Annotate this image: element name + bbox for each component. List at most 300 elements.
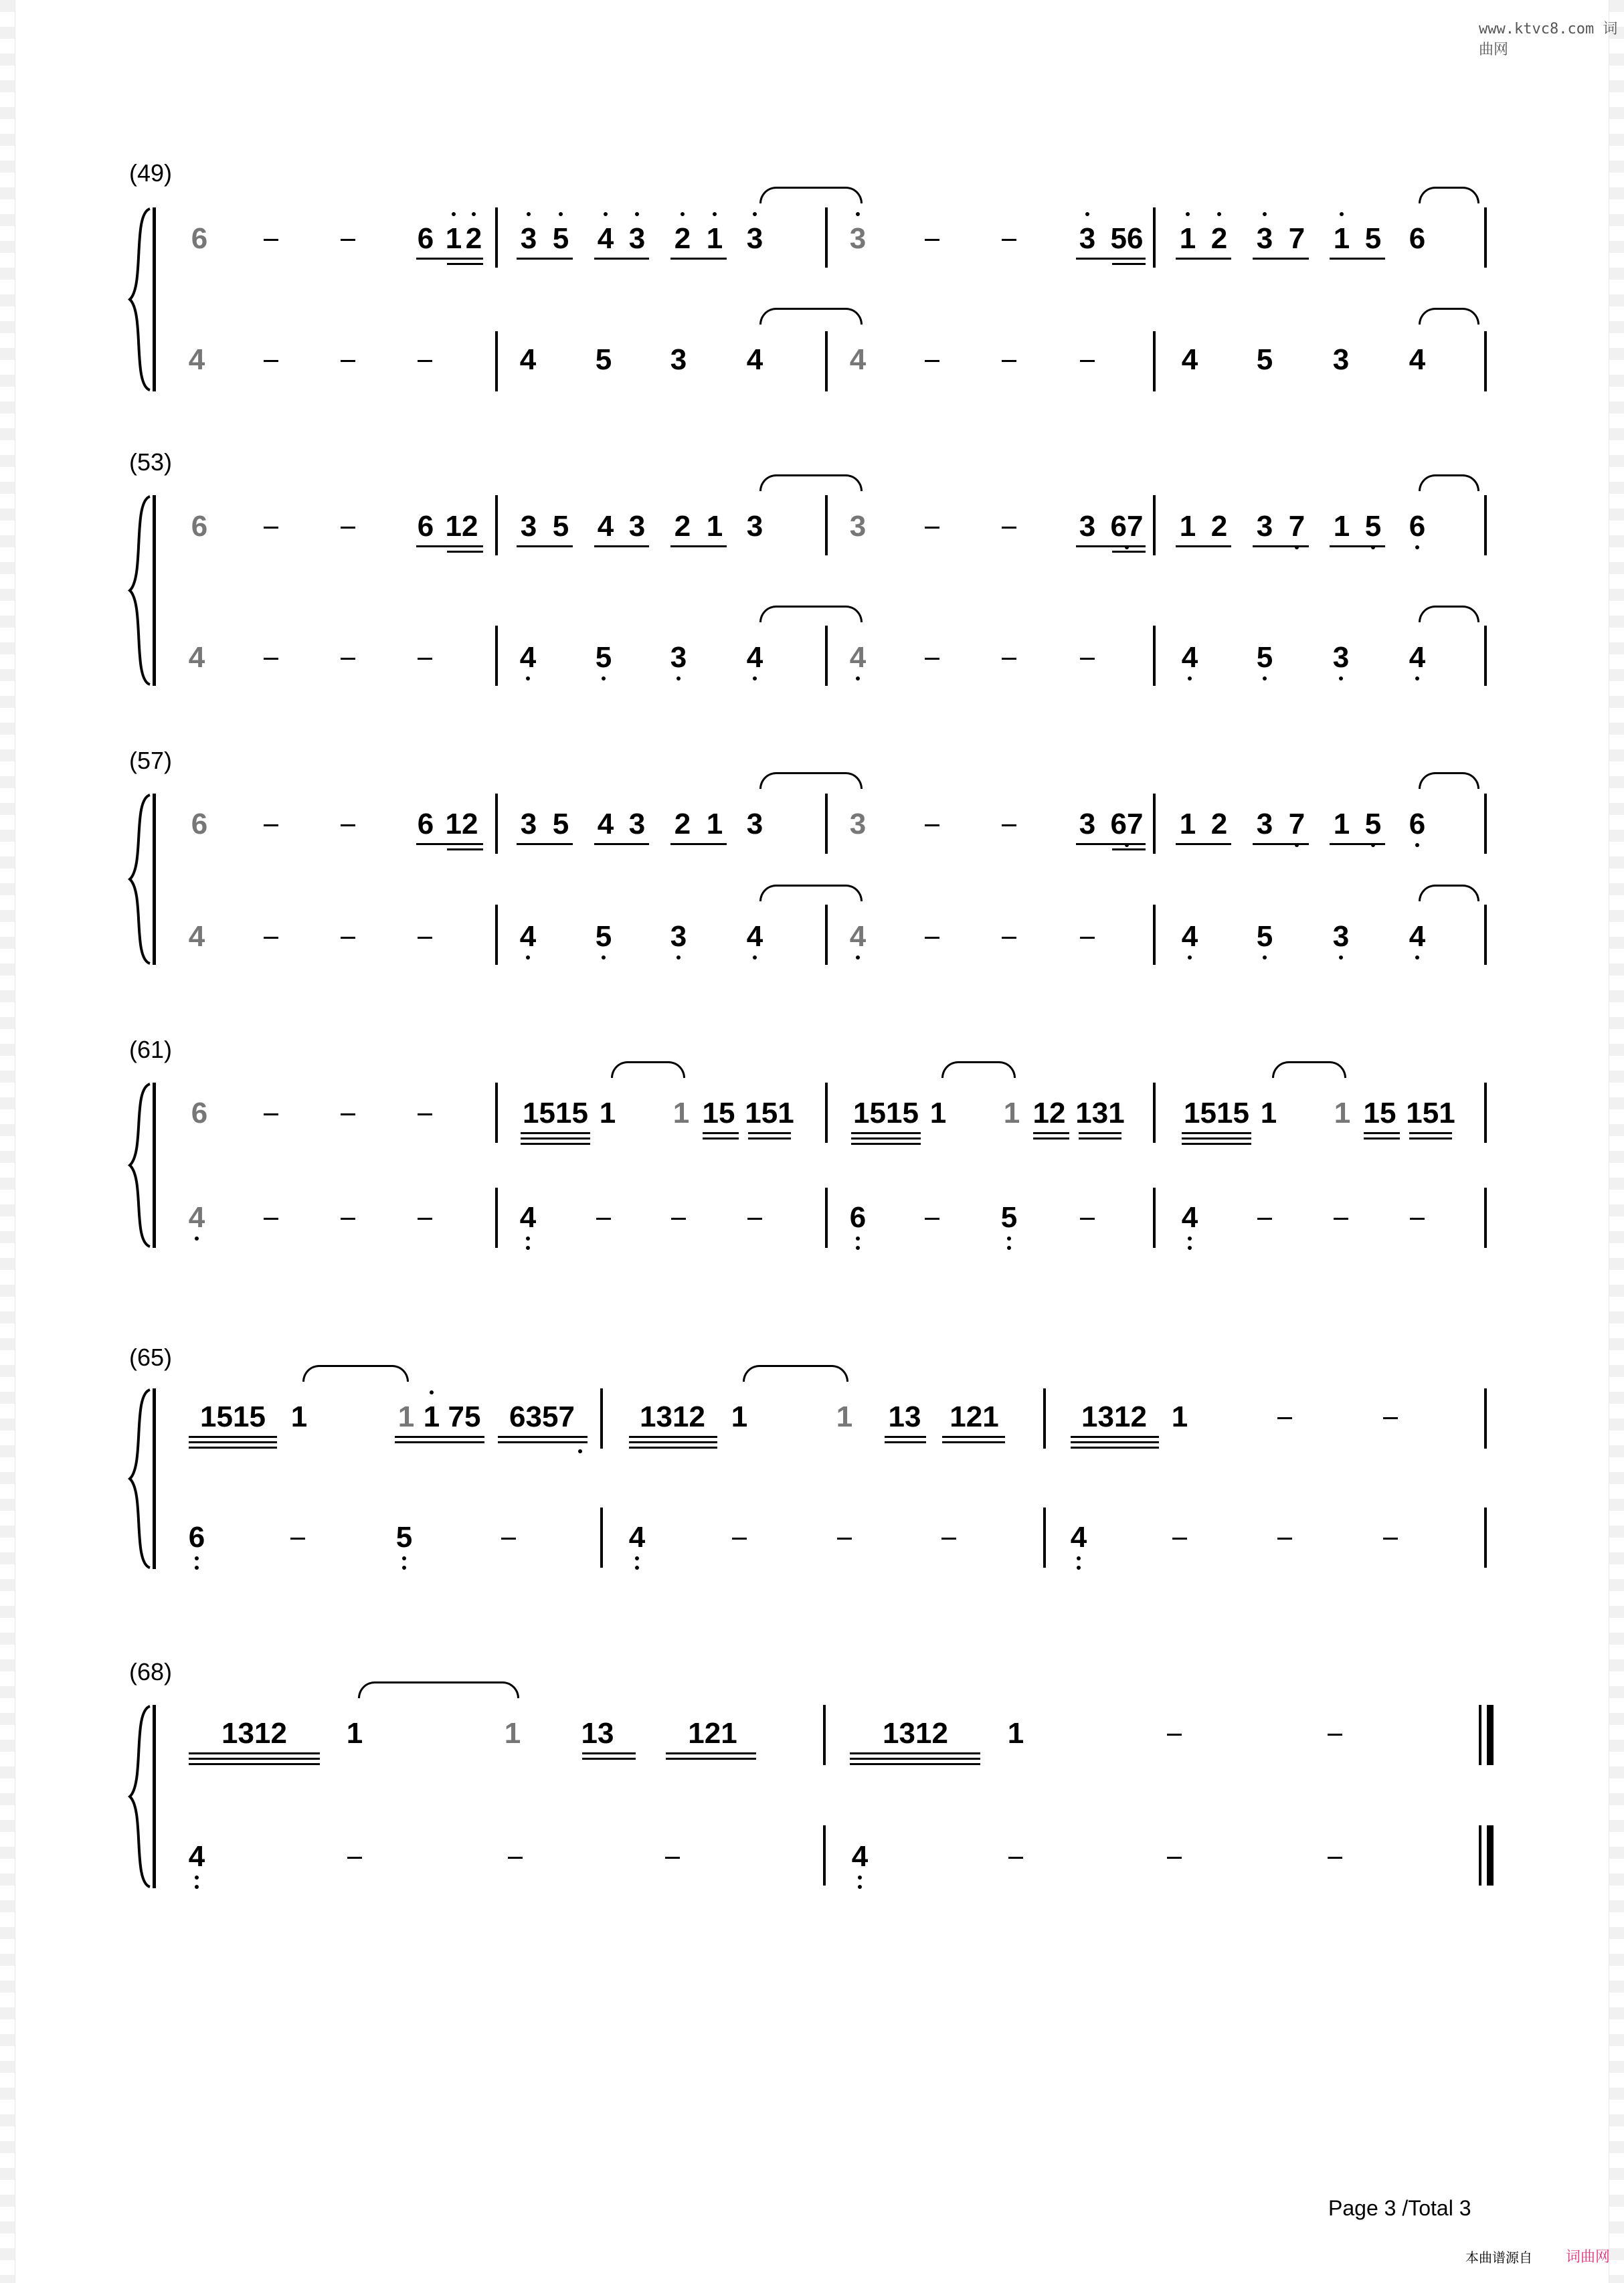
note: 1 [1179,808,1196,840]
beam-underline [629,1436,717,1438]
bar-number-label: (61) [129,1036,173,1063]
tie-arc [1419,885,1479,901]
note: 6 [417,222,434,255]
note: 5 [1256,641,1273,674]
beam-underline [517,258,573,260]
beam-underline [1176,843,1231,845]
note: 4 [188,1201,205,1234]
beam-underline [850,1758,980,1760]
octave-dot-below [602,676,606,680]
beam-underline [885,1441,926,1443]
octave-dot-above [452,212,456,216]
octave-dot-below [195,1566,199,1570]
barline [1484,905,1487,965]
octave-dot-below [856,955,860,960]
tie-arc [759,606,863,622]
note: 1 [706,808,723,840]
barline [1487,1825,1494,1886]
sustain-dash [341,239,355,241]
note: 4 [849,920,867,953]
bar-number-label: (68) [129,1658,173,1685]
sustain-dash [837,1538,852,1540]
octave-dot-above [472,212,476,216]
beam-underline [447,551,483,553]
note: 4 [519,343,537,376]
beam-underline [666,1758,756,1760]
sustain-dash [1167,1857,1182,1859]
sustain-dash [1167,1734,1182,1736]
note: 2 [674,222,691,255]
note: 4 [1181,1201,1198,1234]
barline [495,495,498,555]
beam-underline [1253,843,1309,845]
beam-underline [1364,1132,1400,1134]
sustain-dash [341,1218,355,1220]
barline [1153,207,1156,268]
barline [495,1188,498,1248]
tie-arc [759,474,863,491]
note: 3 [670,343,687,376]
sustain-dash [925,527,939,529]
note: 1 [445,222,462,255]
note: 4 [1409,343,1426,376]
note: 4 [628,1521,646,1554]
beam-underline [850,1763,980,1765]
sustain-dash [508,1857,523,1859]
beam-underline [670,843,727,845]
note: 4 [597,808,614,840]
octave-dot-above [559,212,563,216]
note: 3 [628,510,646,543]
barline [495,905,498,965]
beam-underline [703,1137,739,1139]
octave-dot-below [1188,1246,1192,1250]
system-bracket [153,495,156,686]
sustain-dash [1002,824,1016,826]
note: 3 [1256,808,1273,840]
octave-dot-below [526,955,530,960]
note: 1 [423,1400,440,1433]
barline [1479,1825,1481,1886]
barline [495,794,498,854]
note: 1 [290,1400,308,1433]
note: 67 [1110,510,1144,543]
beam-underline [1409,1137,1452,1139]
beam-underline [1112,551,1146,553]
bar-number-label: (65) [129,1344,173,1371]
octave-dot-below [1188,1237,1192,1241]
sustain-dash [1328,1734,1342,1736]
octave-dot-below [1188,676,1192,680]
barline [825,1188,828,1248]
octave-dot-above [856,212,860,216]
beam-underline [517,545,573,547]
beam-underline [851,1137,921,1139]
sustain-dash [264,527,278,529]
note: 1 [1334,1097,1351,1129]
beam-underline [703,1132,739,1134]
note: 4 [1409,920,1426,953]
octave-dot-below [195,1876,199,1880]
beam-underline [447,263,483,265]
note: 6 [191,808,208,840]
barline [1153,626,1156,686]
note: 3 [1332,343,1350,376]
octave-dot-below [635,1556,639,1560]
octave-dot-below [856,1246,860,1250]
note: 5 [595,343,612,376]
note: 6 [191,1097,208,1129]
note: 5 [595,920,612,953]
octave-dot-below [526,1246,530,1250]
sustain-dash [1080,937,1095,939]
beam-underline [1112,258,1146,260]
sustain-dash [732,1538,747,1540]
sustain-dash [1002,360,1016,362]
barline [1153,331,1156,391]
beam-underline [1253,258,1309,260]
sustain-dash [347,1857,362,1859]
beam-underline [521,1132,590,1134]
note: 4 [188,343,205,376]
barline [1484,495,1487,555]
beam-underline [1330,258,1385,260]
note: 4 [849,343,867,376]
sustain-dash [1002,937,1016,939]
octave-dot-below [526,1237,530,1241]
note: 3 [520,510,537,543]
sustain-dash [1002,239,1016,241]
note: 4 [1181,641,1198,674]
note: 6 [417,510,434,543]
tie-arc [1272,1061,1346,1078]
note: 4 [746,920,763,953]
note: 151 [745,1097,794,1129]
note: 4 [188,641,205,674]
note: 1515 [853,1097,919,1129]
beam-underline [670,258,727,260]
beam-underline [942,1436,1005,1438]
beam-underline [851,1132,921,1134]
left-margin-strip [0,0,15,2283]
note: 3 [746,510,763,543]
tie-arc [1419,772,1479,789]
note: 12 [445,808,478,840]
brace-icon [127,207,151,395]
header-watermark: www.ktvc8.com 词曲网 [1479,21,1618,58]
note: 3 [1332,641,1350,674]
note: 4 [519,1201,537,1234]
octave-dot-below [402,1556,406,1560]
beam-underline [447,545,483,547]
octave-dot-below [753,676,757,680]
note: 5 [552,808,569,840]
tie-arc [759,308,863,325]
note: 131 [1075,1097,1125,1129]
barline [1043,1388,1046,1449]
barline [1484,626,1487,686]
sustain-dash [1383,1417,1398,1419]
note: 1515 [200,1400,266,1433]
sustain-dash [1080,360,1095,362]
sustain-dash [341,360,355,362]
beam-underline [748,1137,791,1139]
barline [600,1388,603,1449]
note: 4 [519,920,537,953]
sustain-dash [341,824,355,826]
beam-underline [629,1441,717,1443]
tie-arc [302,1365,409,1382]
sustain-dash [341,527,355,529]
beam-underline [1182,1137,1251,1139]
note: 4 [1181,920,1198,953]
note: 2 [1210,510,1228,543]
note: 5 [1256,920,1273,953]
octave-dot-below [1077,1566,1081,1570]
tie-arc [1419,308,1479,325]
note: 4 [188,920,205,953]
sustain-dash [1002,658,1016,660]
beam-underline [1079,1132,1121,1134]
beam-underline [1033,1137,1069,1139]
beam-underline [517,843,573,845]
sustain-dash [290,1538,305,1540]
note: 7 [1288,808,1305,840]
sustain-dash [341,937,355,939]
note: 1 [1007,1717,1024,1750]
note: 12 [445,510,478,543]
beam-underline [1364,1137,1400,1139]
bar-number-label: (53) [129,448,173,476]
sustain-dash [1172,1538,1187,1540]
note: 1 [1333,222,1350,255]
note: 5 [1364,808,1382,840]
footer-source-brand: 词曲网 [1566,2248,1611,2265]
note: 5 [552,510,569,543]
note: 5 [595,641,612,674]
octave-dot-below [856,676,860,680]
note: 1 [599,1097,616,1129]
system-bracket [153,1083,156,1248]
note: 3 [849,510,867,543]
sustain-dash [925,1218,939,1220]
sustain-dash [264,824,278,826]
barline [825,905,828,965]
barline [495,1083,498,1143]
tie-arc [743,1365,848,1382]
barline [1153,1083,1156,1143]
octave-dot-below [1415,955,1419,960]
octave-dot-above [604,212,608,216]
barline [825,207,828,268]
octave-dot-below [402,1566,406,1570]
beam-underline [447,848,483,850]
note: 3 [670,920,687,953]
note: 6357 [509,1400,575,1433]
barline [1484,331,1487,391]
note: 2 [674,510,691,543]
note: 7 [1288,510,1305,543]
note: 1 [504,1717,521,1750]
note: 3 [849,808,867,840]
octave-dot-above [635,212,639,216]
beam-underline [629,1447,717,1449]
octave-dot-above [681,212,685,216]
octave-dot-below [1263,676,1267,680]
beam-underline [666,1752,756,1754]
beam-underline [395,1441,484,1443]
octave-dot-below [1415,843,1419,847]
note: 12 [1032,1097,1066,1129]
note: 3 [849,222,867,255]
note: 1312 [883,1717,948,1750]
note: 3 [1256,510,1273,543]
beam-underline [1112,263,1146,265]
sustain-dash [1080,1218,1095,1220]
sustain-dash [418,937,432,939]
note: 1 [397,1400,415,1433]
note: 1 [836,1400,853,1433]
beam-underline [1033,1132,1069,1134]
sustain-dash [1257,1218,1272,1220]
tie-arc [759,885,863,901]
note: 4 [1181,343,1198,376]
beam-underline [850,1752,980,1754]
beam-underline [189,1758,320,1760]
brace-icon [127,1705,151,1892]
note: 6 [849,1201,867,1234]
beam-underline [498,1436,588,1438]
note: 2 [465,222,482,255]
note: 1 [346,1717,363,1750]
note: 5 [1000,1201,1018,1234]
beam-underline [582,1758,636,1760]
note: 1312 [640,1400,705,1433]
note: 1 [1260,1097,1277,1129]
brace-icon [127,495,151,689]
note: 121 [688,1717,737,1750]
sustain-dash [1080,658,1095,660]
barline [1153,1188,1156,1248]
octave-dot-below [1263,955,1267,960]
beam-underline [447,843,483,845]
note: 4 [1409,641,1426,674]
beam-underline [1409,1132,1452,1134]
beam-underline [594,258,649,260]
octave-dot-below [753,955,757,960]
note: 1 [1179,510,1196,543]
sustain-dash [1410,1218,1425,1220]
barline [600,1508,603,1568]
barline [1484,794,1487,854]
note: 1312 [221,1717,287,1750]
octave-dot-below [635,1566,639,1570]
note: 3 [1256,222,1273,255]
sustain-dash [1277,1538,1292,1540]
sustain-dash [418,658,432,660]
beam-underline [1176,545,1231,547]
note: 151 [1406,1097,1455,1129]
note: 4 [746,641,763,674]
sustain-dash [264,1113,278,1115]
octave-dot-above [1263,212,1267,216]
footer-source-label: 本曲谱源自 [1465,2251,1532,2266]
beam-underline [1253,545,1309,547]
note: 6 [1409,222,1426,255]
note: 1 [1179,222,1196,255]
beam-underline [851,1143,921,1145]
octave-dot-above [1217,212,1221,216]
barline [1484,1083,1487,1143]
sustain-dash [264,937,278,939]
sustain-dash [925,937,939,939]
sustain-dash [941,1538,956,1540]
note: 1 [1333,510,1350,543]
note: 1 [1333,808,1350,840]
note: 4 [1070,1521,1087,1554]
beam-underline [1182,1132,1251,1134]
note: 3 [746,222,763,255]
note: 121 [950,1400,999,1433]
page-indicator: Page 3 /Total 3 [1328,2196,1471,2220]
octave-dot-below [676,955,681,960]
barline [1153,905,1156,965]
beam-underline [594,843,649,845]
beam-underline [1112,545,1146,547]
note: 3 [628,222,646,255]
octave-dot-below [1007,1237,1011,1241]
note: 2 [674,808,691,840]
beam-underline [189,1436,277,1438]
octave-dot-above [713,212,717,216]
sustain-dash [925,360,939,362]
beam-underline [1079,1137,1121,1139]
sustain-dash [418,1218,432,1220]
sustain-dash [665,1857,680,1859]
tie-arc [759,187,863,203]
barline [1487,1705,1494,1765]
note: 5 [552,222,569,255]
note: 3 [1079,510,1096,543]
beam-underline [670,545,727,547]
note: 5 [1364,510,1382,543]
tie-arc [611,1061,685,1078]
tie-arc [1419,606,1479,622]
beam-underline [1330,843,1385,845]
note: 13 [581,1717,614,1750]
sustain-dash [1383,1538,1398,1540]
octave-dot-below [602,955,606,960]
beam-underline [189,1447,277,1449]
barline [1484,1188,1487,1248]
barline [1043,1508,1046,1568]
note: 6 [191,510,208,543]
sustain-dash [747,1218,762,1220]
barline [825,331,828,391]
note: 3 [1079,808,1096,840]
beam-underline [189,1763,320,1765]
barline [825,495,828,555]
octave-dot-above [1186,212,1190,216]
octave-dot-below [858,1885,862,1889]
octave-dot-below [676,676,681,680]
note: 4 [597,222,614,255]
octave-dot-above [753,212,757,216]
octave-dot-below [1007,1246,1011,1250]
sustain-dash [1002,527,1016,529]
sustain-dash [264,360,278,362]
sustain-dash [264,658,278,660]
